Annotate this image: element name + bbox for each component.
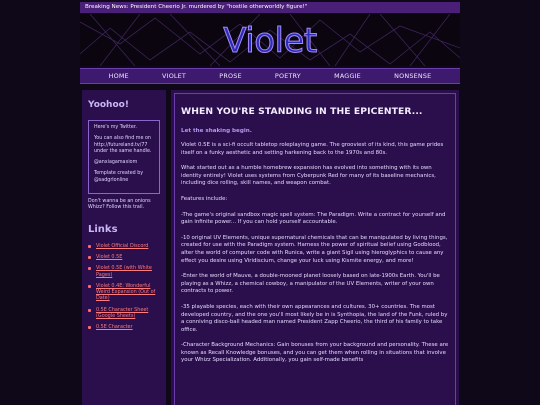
links-list [88, 243, 160, 331]
post-title: WHEN YOU'RE STANDING IN THE EPICENTER... [181, 106, 423, 117]
twitter-box [88, 120, 160, 194]
link-violet-05e[interactable]: Violet 0.5E [96, 253, 123, 260]
main-nav [80, 68, 460, 84]
post-paragraph: Violet 0.5E is a sci-fi occult tabletop roleplaying game. The grooviest of its kind, this game prides itself on a funky aesthetic and setting harkening back to the 1970s and 80s. [181, 142, 444, 156]
nav-home[interactable]: HOME [108, 72, 129, 80]
list-item [88, 307, 160, 320]
post-paragraph: Features include: [181, 195, 228, 202]
post-container [174, 93, 456, 405]
list-item [88, 243, 160, 249]
main-content [171, 90, 459, 405]
site-banner [80, 14, 460, 66]
ticker-text: Breaking News: President Cheerio Jr. murdered by "hostile otherworldly figure!" [85, 4, 308, 10]
link-violet-04e[interactable]: Violet 0.4E: Wonderful Weird Expansion (Out of Date) [96, 282, 156, 302]
onions-text[interactable]: Don't wanna be an onions Whizz? Follow this trail. [88, 199, 151, 211]
links-heading: Links [88, 223, 118, 235]
list-item [88, 254, 160, 260]
nav-prose[interactable]: PROSE [219, 72, 242, 80]
nav-violet[interactable]: VIOLET [162, 72, 187, 80]
twitter-line[interactable]: Here's my Twitter. [94, 125, 137, 130]
link-violet-white-pages[interactable]: Violet 0.5E (with White Pages) [96, 265, 152, 278]
list-item [88, 324, 160, 330]
post-paragraph: -10 original UV Elements, unique supernatural chemicals that can be manipulated by living things, created for use with the Paradigm system. Harness the power of spiritual belief using Godblood, alter the world of computer code with Runica, write a giant Sigil using hieroglyphics to cause any effect you desire using Viridiscium, change your luck using Kismite energy, and more! [181, 234, 448, 264]
post-paragraph: What started out as a humble homebrew expansion has evolved into something with its own identity entirely! Violet uses systems from Cyberpunk Red for many of its baseline mechanics, including dice rolling, skill names, and weapon combat. [181, 165, 436, 187]
list-item [88, 283, 160, 302]
nav-poetry[interactable]: POETRY [274, 72, 301, 80]
nav-maggie[interactable]: MAGGIE [334, 72, 361, 80]
post-paragraph: -35 playable species, each with their own appearances and cultures. 30+ countries. The most developed country, and the one you'll most likely be in is Synthopia, the land of the Funk, ruled by a conniving disco-ball headed man named President Zapp Cheerio, the third of his family to take office. [181, 303, 448, 333]
nav-nonsense[interactable]: NONSENSE [394, 72, 432, 80]
link-discord[interactable]: Violet Official Discord [96, 242, 149, 249]
post-paragraph: -The game's original sandbox magic spell system: The Paradigm. Write a contract for yourself and gain infinite power... If you can hold yourself accountable. [181, 211, 446, 226]
news-ticker [80, 2, 460, 13]
link-character-2[interactable]: 0.5E Character [96, 324, 133, 331]
post-lead: Let the shaking begin. [181, 128, 252, 134]
list-item [88, 265, 160, 278]
sidebar [82, 90, 166, 405]
site-logo[interactable]: Violet [223, 21, 317, 61]
template-credit[interactable]: Template created by @sadgrlonline [94, 171, 144, 183]
post-paragraph: -Character Background Mechanics: Gain bonuses from your background and personality. These are known as Recall Knowledge bonuses, and you can get them when rolling in situations that involve your Whizz Specialization. Additionally, you gain self-made benefits [181, 342, 449, 364]
link-character-sheet[interactable]: 0.5E Character Sheet (Google Sheets) [96, 306, 149, 320]
handle-line: @anxiagamaxiom [94, 160, 138, 166]
sidebar-greeting: Yoohoo! [88, 100, 129, 110]
futureland-line[interactable]: You can also find me on http://futureland.tv/77 under the same handle. [94, 136, 152, 154]
post-paragraph: -Enter the world of Mauve, a double-mooned planet loosely based on late-1900s Earth. You'll be playing as a Whizz, a chemical cowboy, a manipulator of the UV Elements, writer of your own contracts to power. [181, 273, 440, 295]
